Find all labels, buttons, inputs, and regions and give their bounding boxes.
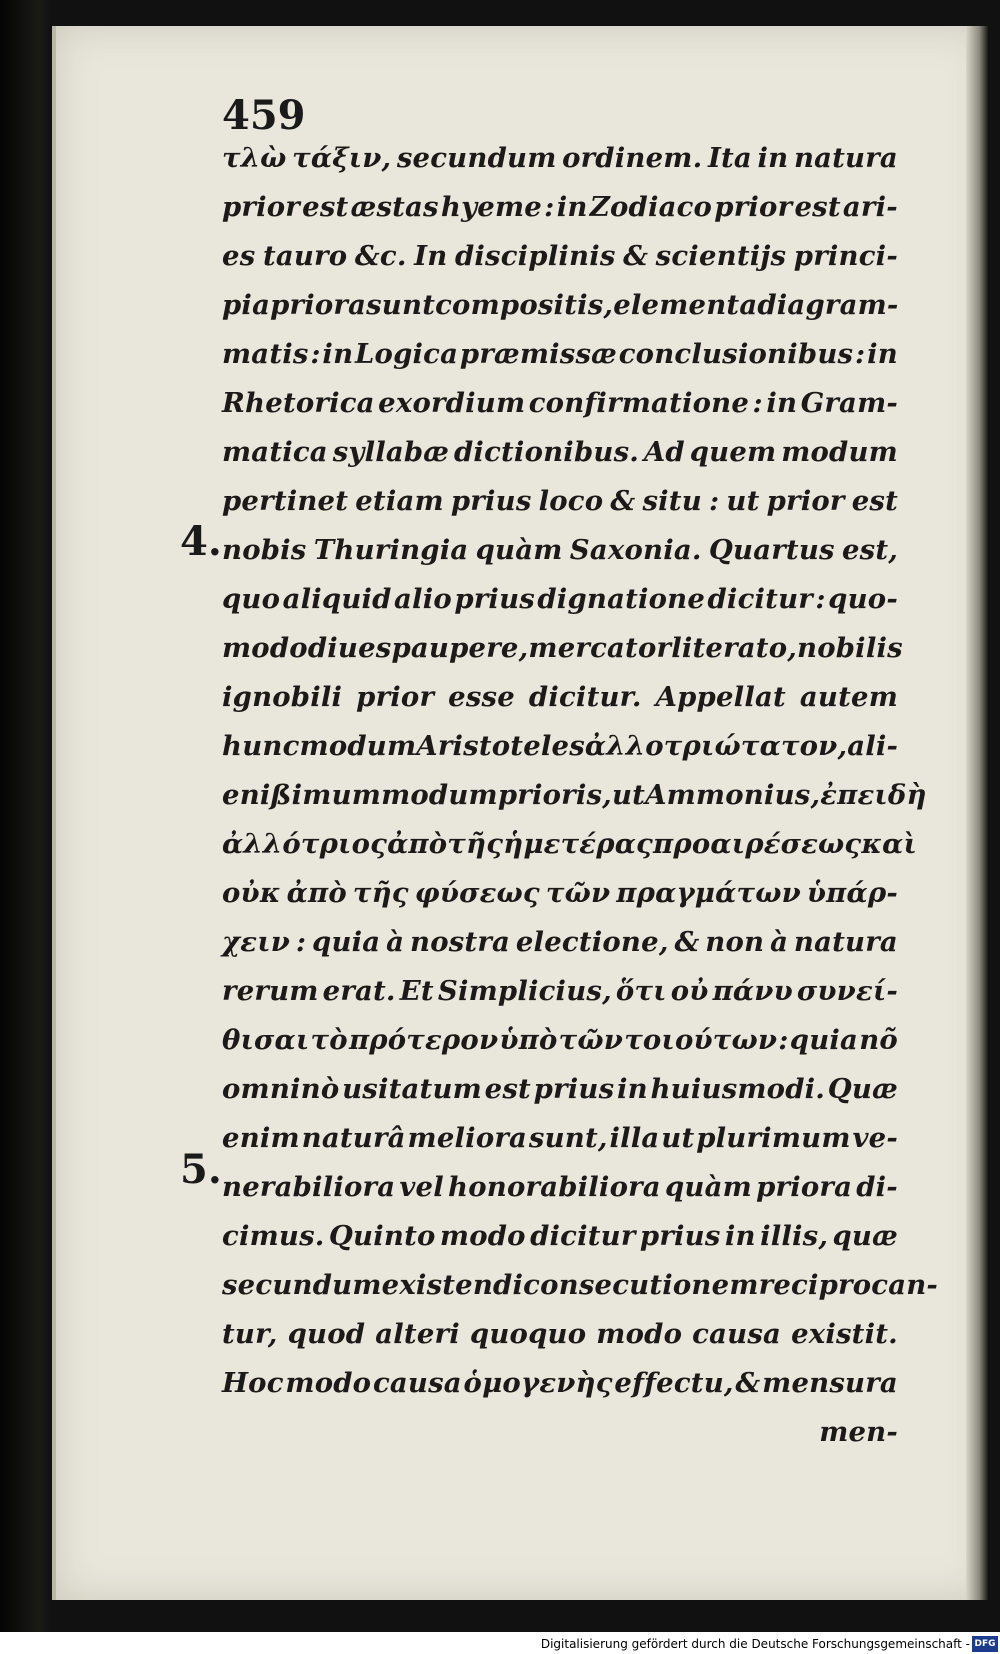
text-line: quo aliquid alio prius dignatione dicitur : quo- — [222, 583, 898, 615]
text-line: modo diues paupere, mercator literato, nobilis — [222, 632, 903, 664]
footer-band — [0, 1632, 1000, 1654]
text-block — [222, 142, 939, 1465]
text-line: es tauro &c. In disciplinis & scientijs princi- — [222, 240, 898, 272]
dfg-logo: DFG — [972, 1636, 998, 1652]
margin-number-4: 4. — [180, 518, 222, 565]
page-number: 459 — [222, 92, 306, 139]
text-line: nobis Thuringia quàm Saxonia. Quartus est, — [222, 534, 898, 566]
text-line: οὐκ ἀπὸ τῆς φύσεως τῶν πραγμάτων ὑπάρ- — [222, 877, 898, 909]
text-line: hunc modum Aristoteles ἀλλοτριώτατον, ali- — [222, 730, 899, 762]
text-line: rerum erat. Et Simplicius, ὅτι οὐ πάνυ συνεί- — [222, 975, 898, 1007]
text-line: θισαι τὸ πρότερον ὑπὸ τῶν τοιούτων : quia nõ — [222, 1024, 898, 1056]
text-line: pertinet etiam prius loco & situ : ut prior est — [222, 485, 898, 517]
text-line: enim naturâ meliora sunt, illa ut plurimum ve- — [222, 1122, 898, 1154]
text-line: χειν : quia à nostra electione, & non à natura — [222, 926, 898, 958]
text-line: nerabiliora vel honorabiliora quàm priora di- — [222, 1171, 898, 1203]
text-line: Rhetorica exordium confirmatione : in Gram- — [222, 387, 898, 419]
text-line: τλὼ τάξιν, secundum ordinem. Ita in natura — [222, 142, 898, 174]
text-line: ἀλλότριος ἀπὸ τῆς ἡμετέρας προαιρέσεως καὶ — [222, 828, 918, 860]
text-line: pia priora sunt compositis, elementa diagram- — [222, 289, 899, 321]
text-line: secundum existendi consecutionem reciprocan- — [222, 1269, 939, 1301]
text-line: matis : in Logica præmissæ conclusionibus : in — [222, 338, 898, 370]
text-line: cimus. Quinto modo dicitur prius in illis, quæ — [222, 1220, 898, 1252]
text-line: tur, quod alteri quoquo modo causa existit. — [222, 1318, 898, 1350]
text-line: ignobili prior esse dicitur. Appellat autem — [222, 681, 898, 713]
text-line: omninò usitatum est prius in huiusmodi. Quæ — [222, 1073, 898, 1105]
page-edge — [966, 26, 988, 1600]
text-line: prior est æstas hyeme : in Zodiaco prior est ari- — [222, 191, 898, 223]
text-line: Hoc modo causa ὁμογενὴς effectu, & mensura — [222, 1367, 898, 1399]
text-line: enißimum modum prioris, ut Ammonius, ἐπειδὴ — [222, 779, 927, 811]
margin-number-5: 5. — [180, 1146, 222, 1193]
footer-credit: Digitalisierung gefördert durch die Deutsche Forschungsgemeinschaft - — [540, 1637, 970, 1651]
text-line: matica syllabæ dictionibus. Ad quem modum — [222, 436, 898, 468]
text-line: men- — [819, 1416, 898, 1448]
